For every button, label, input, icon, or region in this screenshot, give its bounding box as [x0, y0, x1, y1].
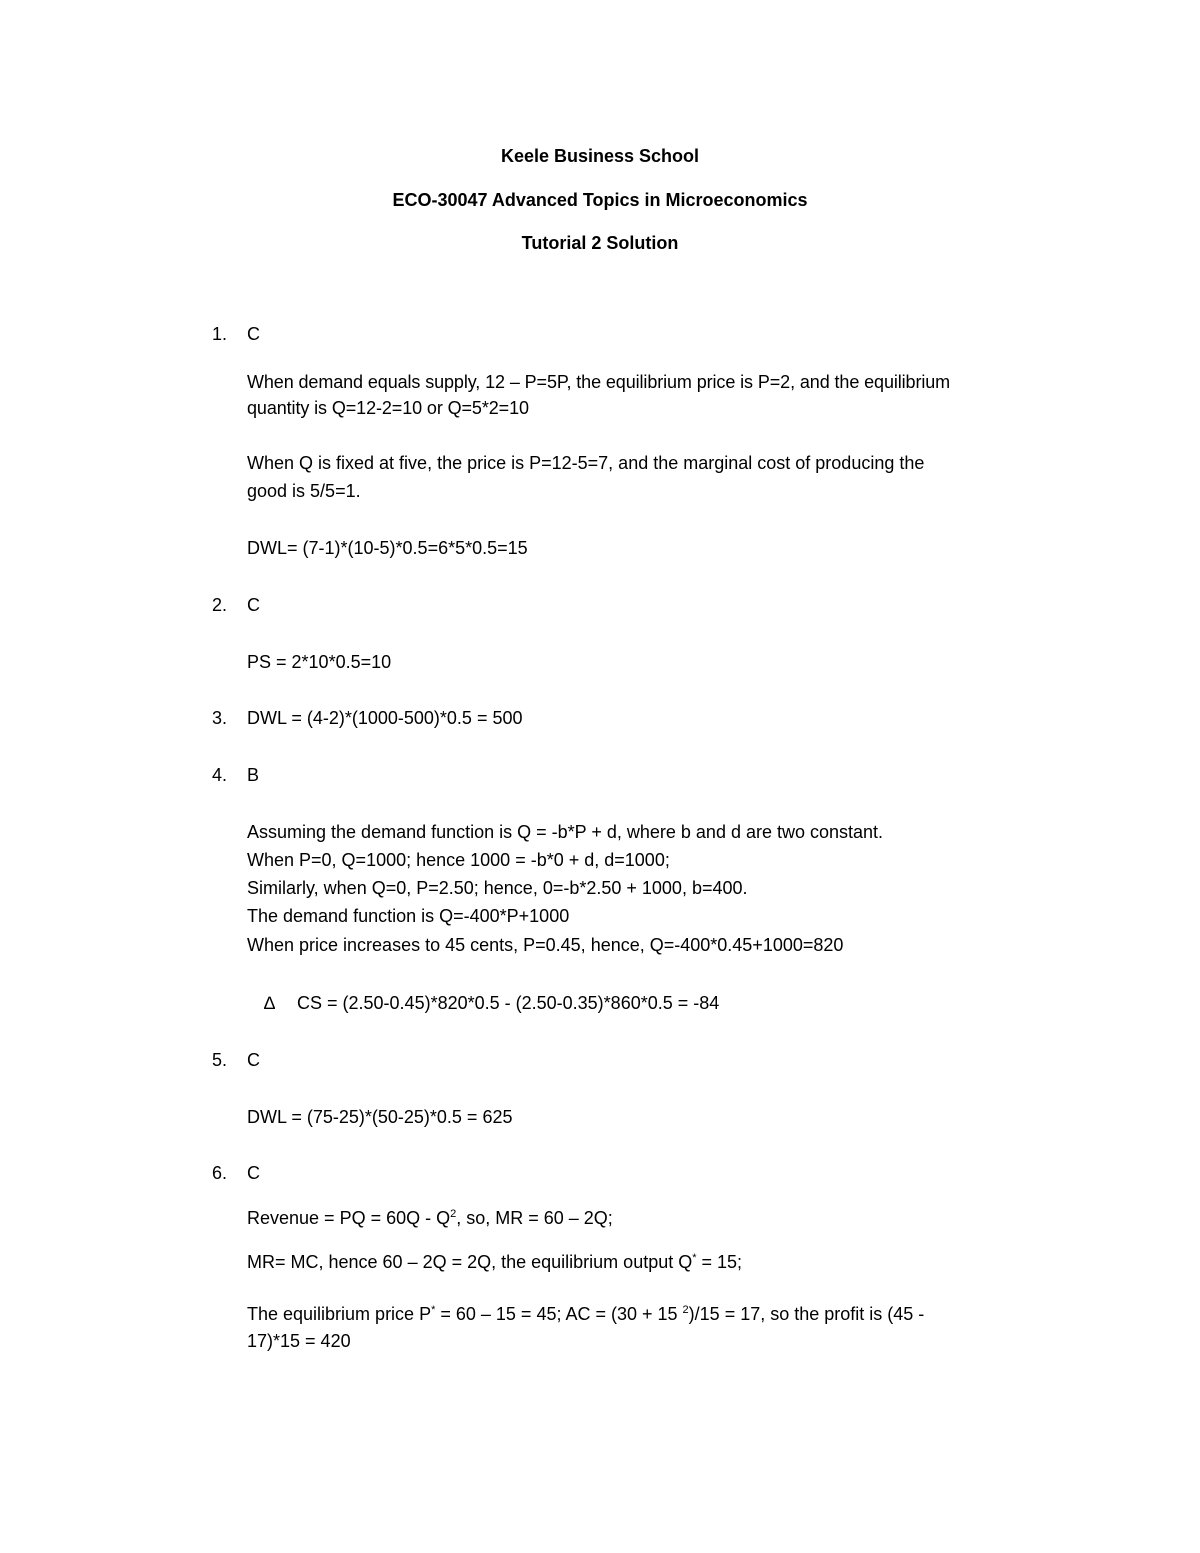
- q5-answer: C: [247, 1050, 260, 1070]
- q6-eq-text-b: = 60 – 15 = 45; AC = (30 + 15: [435, 1304, 683, 1324]
- q6-eq-text-c: )/15 = 17, so the profit is (45 -: [688, 1304, 925, 1324]
- q1-answer: C: [247, 324, 260, 344]
- q4-line-4: The demand function is Q=-400*P+1000: [247, 906, 570, 926]
- q6-profit-line: 17)*15 = 420: [247, 1331, 351, 1351]
- q6-eq-superscript-2: 2: [682, 1304, 689, 1316]
- q4-line-2: When P=0, Q=1000; hence 1000 = -b*0 + d, d=1000;: [247, 850, 670, 870]
- q1-line-5: DWL= (7-1)*(10-5)*0.5=6*5*0.5=15: [247, 538, 528, 558]
- document-title: Tutorial 2 Solution: [521, 233, 679, 253]
- q6-revenue-text-b: , so, MR = 60 – 2Q;: [456, 1208, 613, 1228]
- q6-mr-line: [247, 1250, 742, 1274]
- q1-number: 1.: [212, 324, 228, 344]
- q5-line-1: DWL = (75-25)*(50-25)*0.5 = 625: [247, 1107, 513, 1127]
- q1-line-3: When Q is fixed at five, the price is P=12-5=7, and the marginal cost of producing the: [247, 453, 925, 473]
- q6-mr-text-b: = 15;: [696, 1252, 743, 1272]
- q4-answer: B: [247, 765, 260, 785]
- q6-revenue-text-a: Revenue = PQ = 60Q - Q: [247, 1208, 451, 1228]
- q3-number: 3.: [212, 708, 228, 728]
- q3-answer: DWL = (4-2)*(1000-500)*0.5 = 500: [247, 708, 523, 728]
- q6-mr-superscript: *: [692, 1252, 697, 1264]
- q6-eq-text-a: The equilibrium price P: [247, 1304, 432, 1324]
- q4-line-6: CS = (2.50-0.45)*820*0.5 - (2.50-0.35)*860*0.5 = -84: [297, 993, 720, 1013]
- q6-number: 6.: [212, 1163, 228, 1183]
- delta-symbol: ∆: [264, 993, 276, 1013]
- q6-mr-text-a: MR= MC, hence 60 – 2Q = 2Q, the equilibrium output Q: [247, 1252, 693, 1272]
- q4-line-5: When price increases to 45 cents, P=0.45, hence, Q=-400*0.45+1000=820: [247, 935, 844, 955]
- q4-line-3: Similarly, when Q=0, P=2.50; hence, 0=-b*2.50 + 1000, b=400.: [247, 878, 748, 898]
- q1-line-2: quantity is Q=12-2=10 or Q=5*2=10: [247, 398, 529, 418]
- q1-line-1: When demand equals supply, 12 – P=5P, the equilibrium price is P=2, and the equilibrium: [247, 372, 951, 392]
- q5-number: 5.: [212, 1050, 228, 1070]
- q6-eq-superscript-1: *: [431, 1304, 436, 1316]
- q2-number: 2.: [212, 595, 228, 615]
- q1-line-4: good is 5/5=1.: [247, 481, 361, 501]
- q4-number: 4.: [212, 765, 228, 785]
- q6-equilibrium-line: [247, 1302, 924, 1326]
- school-name: Keele Business School: [500, 146, 700, 166]
- q2-answer: C: [247, 595, 260, 615]
- q6-revenue-line: [247, 1206, 613, 1230]
- q6-revenue-superscript: 2: [450, 1208, 457, 1220]
- q4-line-1: Assuming the demand function is Q = -b*P + d, where b and d are two constant.: [247, 822, 884, 842]
- q6-answer: C: [247, 1163, 260, 1183]
- q2-line-1: PS = 2*10*0.5=10: [247, 652, 392, 672]
- course-title: ECO-30047 Advanced Topics in Microeconomics: [392, 190, 808, 210]
